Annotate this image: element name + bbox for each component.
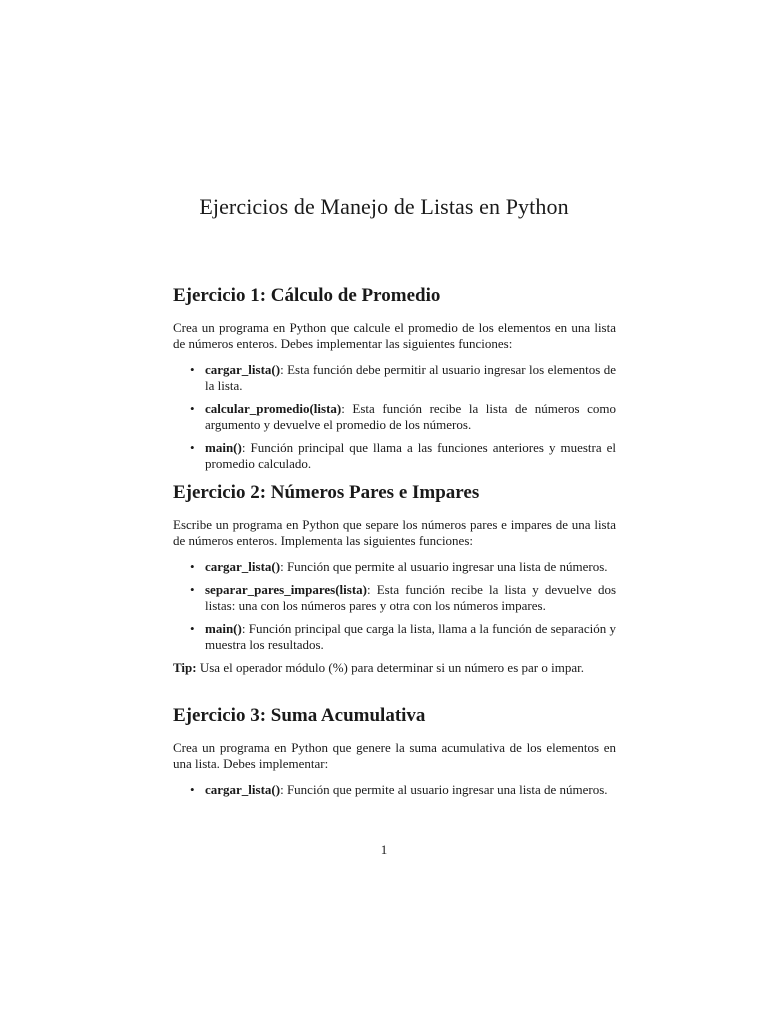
function-description: : Esta función debe permitir al usuario ingresar los elementos de la lista. — [205, 362, 616, 393]
list-item — [186, 440, 616, 472]
function-name: cargar_lista() — [205, 362, 281, 377]
function-list — [173, 782, 616, 798]
function-list — [173, 559, 616, 653]
section-ejercicio-1 — [173, 284, 616, 479]
section-heading: Ejercicio 3: Suma Acumulativa — [173, 705, 426, 726]
list-item — [186, 582, 616, 614]
section-ejercicio-3 — [173, 704, 616, 805]
list-item — [186, 401, 616, 433]
bullet-icon: • — [190, 440, 195, 455]
function-name: separar_pares_impares(lista) — [205, 582, 367, 597]
section-intro: Crea un programa en Python que calcule el promedio de los elementos en una lista de números enteros. Debes implementar las siguientes funciones: — [173, 320, 616, 351]
function-description: : Función que permite al usuario ingresar una lista de números. — [280, 559, 608, 574]
bullet-icon: • — [190, 582, 195, 597]
bullet-icon: • — [190, 782, 195, 797]
function-description: : Esta función recibe la lista y devuelve dos listas: una con los números pares y otra con los números impares. — [205, 582, 616, 613]
tip-text: Usa el operador módulo (%) para determinar si un número es par o impar. — [196, 660, 584, 675]
bullet-icon: • — [190, 401, 195, 416]
tip-label: Tip: — [173, 660, 197, 675]
function-description: : Función que permite al usuario ingresar una lista de números. — [280, 782, 608, 797]
list-item — [186, 362, 616, 394]
function-name: main() — [205, 440, 242, 455]
function-description: : Esta función recibe la lista de números como argumento y devuelve el promedio de los números. — [205, 401, 616, 432]
document-title: Ejercicios de Manejo de Listas en Python — [199, 194, 569, 219]
tip-paragraph — [173, 660, 616, 676]
function-list — [173, 362, 616, 472]
section-intro: Escribe un programa en Python que separe los números pares e impares de una lista de números enteros. Implementa las siguientes funciones: — [173, 517, 616, 548]
function-name: cargar_lista() — [205, 782, 281, 797]
function-name: calcular_promedio(lista) — [205, 401, 342, 416]
function-description: : Función principal que carga la lista, llama a la función de separación y muestra los resultados. — [205, 621, 616, 652]
section-ejercicio-2 — [173, 481, 616, 676]
list-item — [186, 782, 616, 798]
bullet-icon: • — [190, 362, 195, 377]
document-page — [173, 0, 616, 1024]
list-item — [186, 621, 616, 653]
bullet-icon: • — [190, 559, 195, 574]
section-intro: Crea un programa en Python que genere la suma acumulativa de los elementos en una lista. Debes implementar: — [173, 740, 616, 771]
function-description: : Función principal que llama a las funciones anteriores y muestra el promedio calculado. — [205, 440, 616, 471]
list-item — [186, 559, 616, 575]
function-name: cargar_lista() — [205, 559, 281, 574]
section-heading: Ejercicio 2: Números Pares e Impares — [173, 482, 480, 503]
bullet-icon: • — [190, 621, 195, 636]
section-heading: Ejercicio 1: Cálculo de Promedio — [173, 285, 441, 306]
function-name: main() — [205, 621, 242, 636]
page-number: 1 — [380, 842, 388, 857]
